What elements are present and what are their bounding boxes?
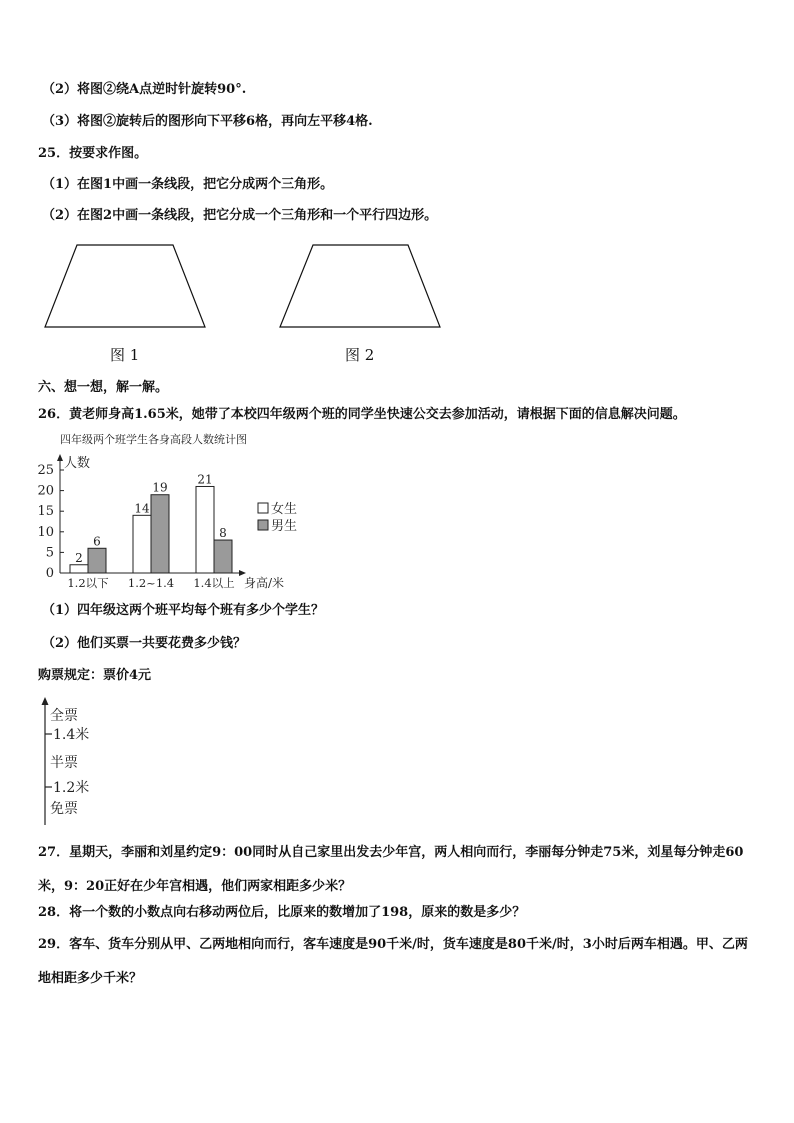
mark-1-2m: 1.2米 [53,780,90,796]
bar-female [133,515,151,573]
bar-male [214,540,232,573]
bar-value-label: 14 [134,501,150,516]
bar-female [196,486,214,573]
q25-title: 25．按要求作图。 [38,146,148,161]
bar-value-label: 2 [75,550,83,565]
bar-female [70,565,88,573]
bar-value-label: 8 [219,526,227,541]
y-tick-label: 10 [37,524,54,540]
q24-part2: （2）将图②绕A点逆时针旋转90°. [42,82,247,97]
q25-part2: （2）在图2中画一条线段，把它分成一个三角形和一个平行四边形。 [42,208,438,223]
legend-swatch-female [258,503,268,513]
trapezoid-figure-1[interactable] [45,245,205,327]
legend-swatch-male [258,520,268,530]
y-tick-label: 0 [45,566,54,581]
legend-label-male: 男生 [271,519,298,534]
bar-value-label: 6 [93,534,101,549]
bar-male [151,495,169,573]
legend-label-female: 女生 [271,502,298,517]
mark-1-4m: 1.4米 [53,727,90,743]
x-tick-label: 1.2~1.4 [127,576,175,590]
q27-text: 27．星期天，李丽和刘星约定9：00同时从自己家里出发去少年宫，两人相向而行，李丽每分钟走75米，刘星每分钟走60米，9：20正好在少年宫相遇，他们两家相距多少米？ [38,845,744,894]
y-tick-label: 25 [37,463,54,478]
chart-title: 四年级两个班学生各身高段人数统计图 [60,433,247,446]
section-6-heading: 六、想一想，解一解。 [38,380,169,395]
ticket-rule: 购票规定：票价4元 [38,668,152,683]
half-ticket-label: 半票 [50,755,78,771]
q25-part1: （1）在图1中画一条线段，把它分成两个三角形。 [42,177,334,192]
bar-value-label: 21 [197,472,213,487]
figure-2-label: 图 2 [345,346,375,364]
bar-value-label: 19 [152,480,168,495]
trapezoid-figure-2[interactable] [280,245,440,327]
y-axis-arrow-icon [57,454,63,461]
bar-male [88,548,106,573]
q26-part1: （1）四年级这两个班平均每个班有多少个学生？ [42,603,325,618]
y-tick-label: 15 [37,504,54,520]
y-tick-label: 20 [37,483,54,499]
q29-text: 29．客车、货车分别从甲、乙两地相向而行，客车速度是90千米/时，货车速度是80千米/时，3小时后两车相遇。甲、乙两地相距多少千米？ [38,937,748,986]
q28-text: 28．将一个数的小数点向右移动两位后，比原来的数增加了198，原来的数是多少？ [38,905,526,920]
chart-xlabel: 身高/米 [244,576,285,590]
q24-part3: （3）将图②旋转后的图形向下平移6格，再向左平移4格. [42,114,373,129]
chart-ylabel: 人数 [64,456,91,471]
q26-part2: （2）他们买票一共要花费多少钱？ [42,636,247,651]
y-tick-label: 5 [45,545,54,561]
figure-1-label: 图 1 [110,346,140,364]
full-ticket-label: 全票 [50,708,78,724]
ticket-scale-diagram [36,697,156,827]
height-bar-chart [36,430,336,590]
q26-title: 26．黄老师身高1.65米，她带了本校四年级两个班的同学坐快速公交去参加活动，请根据下面的信息解决问题。 [38,407,686,422]
arrow-up-icon [42,697,49,705]
x-tick-label: 1.4以上 [193,576,235,590]
free-ticket-label: 免票 [50,801,78,817]
x-tick-label: 1.2以下 [67,576,109,590]
